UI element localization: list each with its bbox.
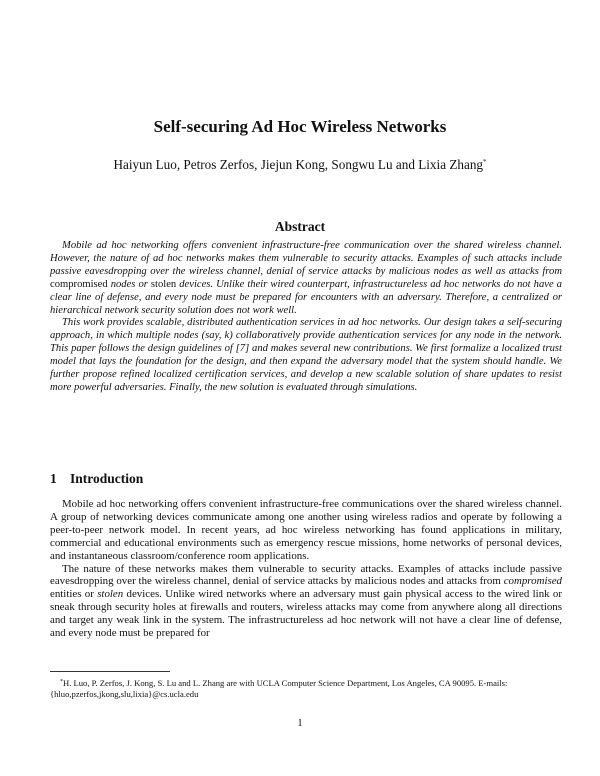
page-number: 1 [297, 717, 303, 729]
body-text: entities or [50, 588, 94, 601]
authors-names: Haiyun Luo, Petros Zerfos, Jiejun Kong, Songwu Lu and Lixia Zhang [113, 157, 484, 172]
body-paragraph [50, 563, 562, 640]
footnote-text: H. Luo, P. Zerfos, J. Kong, S. Lu and L. Zhang are with UCLA Computer Science Department, Los Angeles, CA 90095. E-mails: {hluo,pzerfos,jkong,slu,lixia}@cs.ucla.edu [50, 678, 508, 699]
abstract-text: devices. Unlike their wired counterpart, infrastructureless ad hoc networks do not have a clear line of defense, and every node must be prepared for encounters with an adversary. Therefore, a centralized or hierarchical network security solution does not work well. [50, 278, 562, 316]
footnote-marker: * [60, 679, 63, 685]
section-title: Introduction [70, 471, 144, 486]
abstract-paragraph [50, 240, 562, 317]
body-text: The nature of these networks makes them vulnerable to security attacks. Examples of attacks include passive eavesdropping over the wireless channel, denial of service attacks by malicious nodes and attacks from [50, 562, 562, 588]
section-heading-introduction [50, 471, 143, 487]
abstract-paragraph: This work provides scalable, distributed authentication services in ad hoc networks. Our design takes a self-securing approach, in which multiple nodes (say, k) collaboratively provide authentication services for any node in the network. This paper follows the design guidelines of [7] and makes several new contributions. We first formalize a localized trust model that lays the foundation for the design, and then expand the adversary model that the system should handle. We further propose refined localized certification services, and develop a new scalable solution of share updates to resist more powerful adversaries. Finally, the new solution is evaluated through simulations. [50, 317, 562, 393]
body-paragraph: Mobile ad hoc networking offers convenient infrastructure-free communications over the shared wireless channel. A group of networking devices communicate among one another using wireless radios and operate by following a peer-to-peer network model. In recent years, ad hoc wireless networking has found applications in military, commercial and educational environments such as emergency rescue missions, home networks of personal devices, and instantaneous classroom/conference room applications. [50, 498, 562, 562]
paper-title: Self-securing Ad Hoc Wireless Networks [153, 117, 447, 136]
introduction-body [50, 498, 562, 640]
section-number: 1 [50, 471, 57, 486]
abstract-body [50, 240, 562, 395]
abstract-text: Mobile ad hoc networking offers convenient infrastructure-free communication over the shared wireless channel. However, the nature of ad hoc networks makes them vulnerable to security attacks. Examples of such attacks include passive eavesdropping over the wireless channel, denial of service attacks by malicious nodes as well as attacks from [50, 240, 562, 277]
abstract-text: nodes or [110, 278, 148, 290]
abstract-upright-word: stolen [150, 278, 177, 290]
abstract-upright-word: compromised [50, 278, 108, 290]
footnote [50, 677, 570, 700]
emphasis-word: compromised [503, 575, 562, 588]
author-footnote-marker: * [483, 158, 487, 166]
footnote-divider [50, 671, 170, 672]
author-list [0, 157, 600, 173]
emphasis-word: stolen [97, 588, 124, 601]
body-text: devices. Unlike wired networks where an adversary must gain physical access to the wired link or sneak through security holes at firewalls and routers, wireless attacks may come from anywhere along all directions and target any weak link in the system. The infrastructureless ad hoc network will not have a clear line of defense, and every node must be prepared for [50, 588, 562, 640]
abstract-heading: Abstract [274, 219, 326, 234]
